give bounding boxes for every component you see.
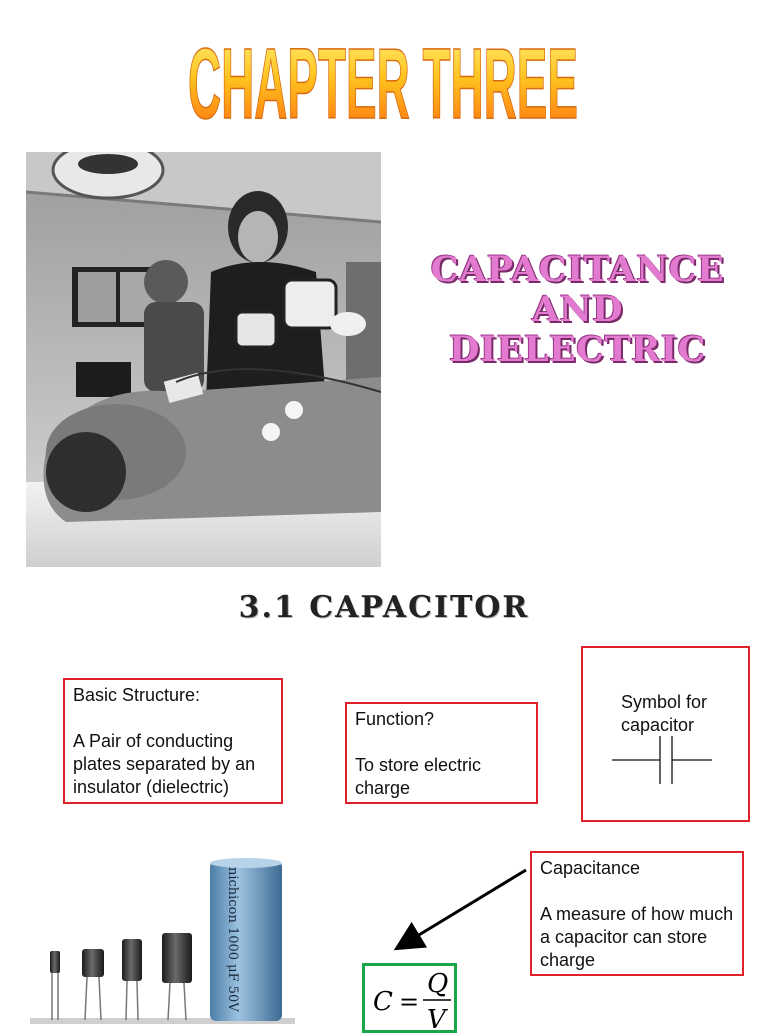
chapter-subtitle <box>400 250 755 370</box>
defibrillator-photo <box>26 152 381 567</box>
section-heading: 3.1 CAPACITOR <box>238 590 530 625</box>
capacitance-formula <box>362 963 457 1033</box>
chapter-title-text: CHAPTER THREE <box>188 28 578 130</box>
small-capacitor-1 <box>50 951 60 1020</box>
small-capacitor-4 <box>162 933 192 1020</box>
large-capacitor-label: nichicon 1000 μF 50V <box>225 867 240 1012</box>
arrow-icon <box>390 866 530 956</box>
small-capacitor-2 <box>82 949 104 1020</box>
large-capacitor <box>210 858 282 1021</box>
subtitle-line-2: AND DIELECTRIC <box>449 289 706 370</box>
formula-numerator: Q <box>427 969 449 999</box>
formula-lhs: C <box>373 987 393 1017</box>
small-capacitor-3 <box>122 939 142 1020</box>
formula-equals: = <box>399 988 420 1016</box>
capacitors-photo <box>30 855 295 1024</box>
capacitor-symbol-icon <box>610 732 714 788</box>
chapter-title <box>0 6 768 130</box>
formula-denominator: V <box>427 1005 446 1030</box>
basic-structure-box: Basic Structure: A Pair of conducting plates separated by an insulator (dielectric) <box>63 678 283 804</box>
symbol-box-text: Symbol for capacitor <box>621 692 708 735</box>
capacitance-box: Capacitance A measure of how much a capacitor can store charge <box>530 851 744 976</box>
function-box: Function? To store electric charge <box>345 702 538 804</box>
subtitle-line-1: CAPACITANCE <box>430 249 725 290</box>
